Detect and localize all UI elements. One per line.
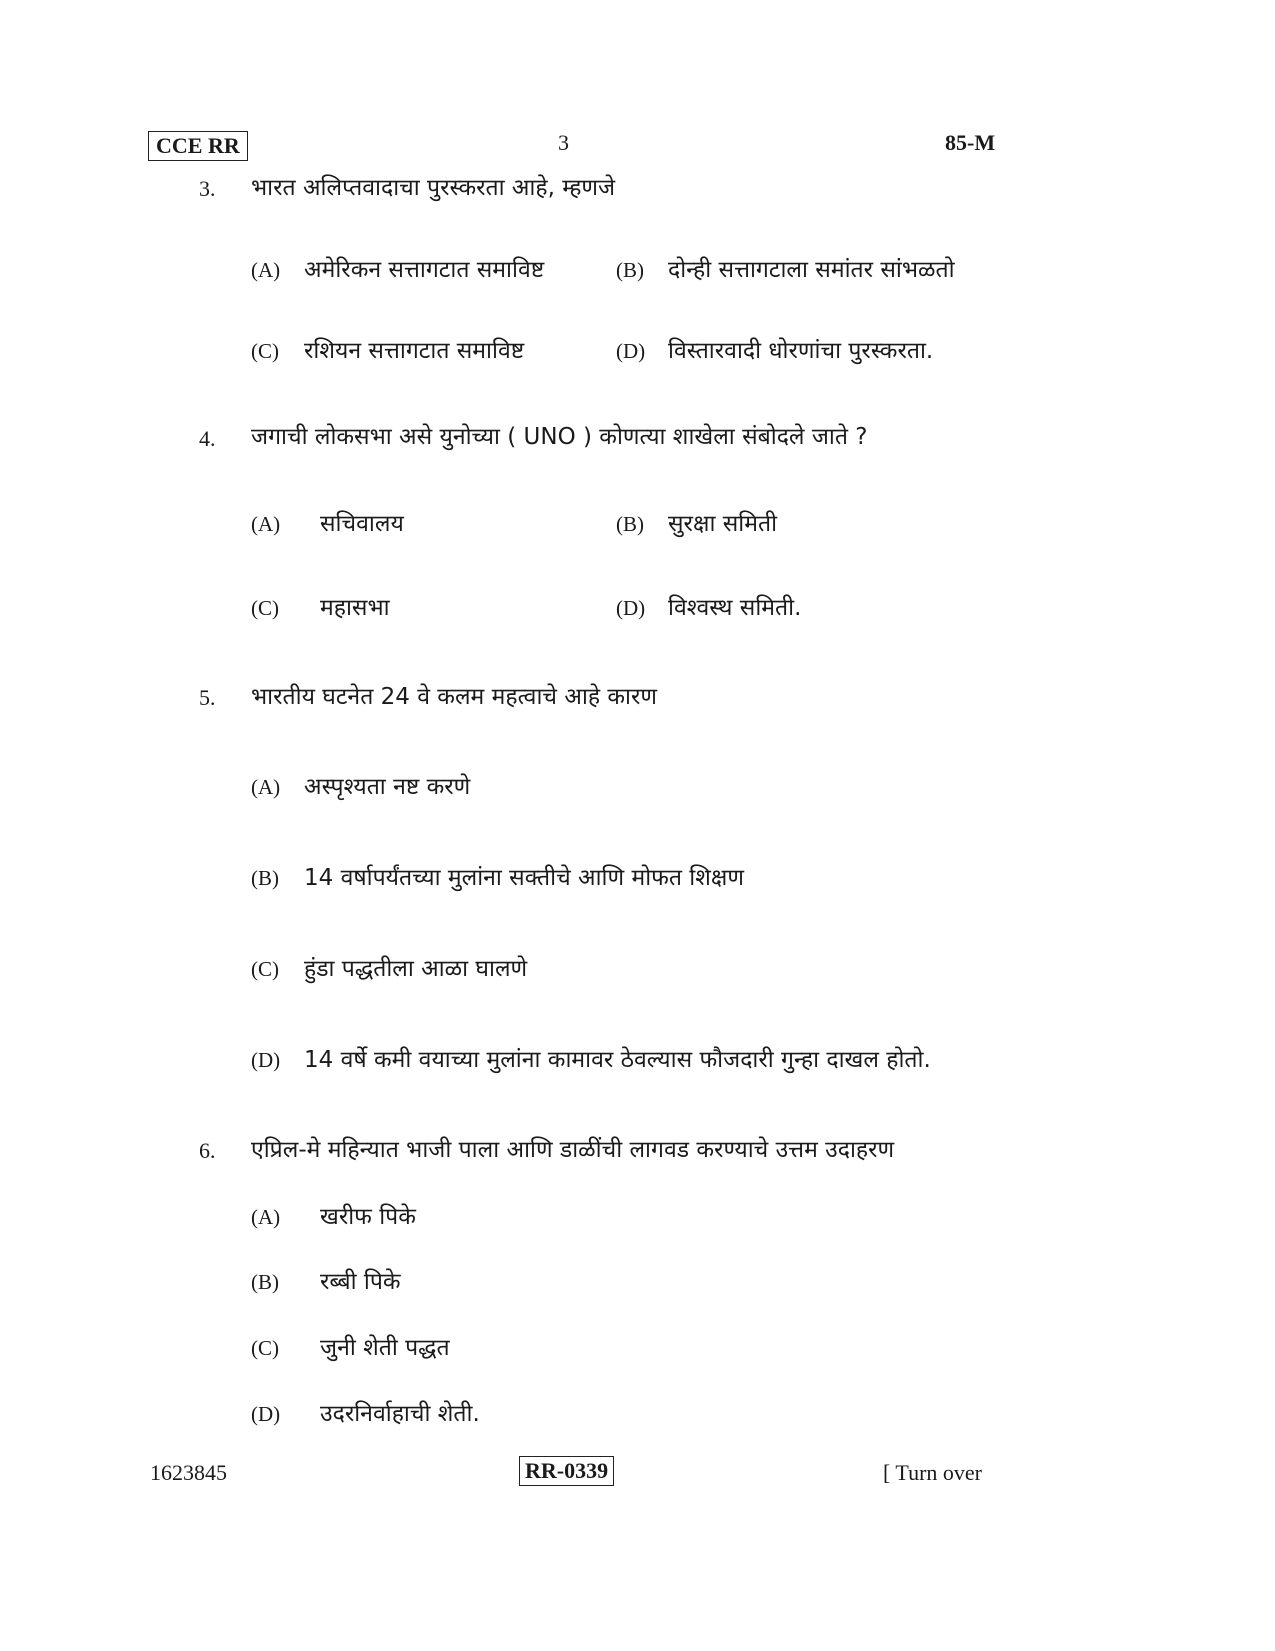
paper-code: 85-M: [945, 130, 996, 155]
question-6-text: एप्रिल-मे महिन्यात भाजी पाला आणि डाळींची लागवड करण्याचे उत्तम उदाहरण: [251, 1137, 895, 1163]
question-3-option-a-text: अमेरिकन सत्तागटात समाविष्ट: [304, 257, 545, 283]
question-4-option-a-text: सचिवालय: [320, 511, 404, 537]
question-4-option-d-label: (D): [616, 596, 646, 620]
question-3-option-d-text: विस्तारवादी धोरणांचा पुरस्करता.: [668, 338, 934, 364]
question-5-option-d-text: 14 वर्षे कमी वयाच्या मुलांना कामावर ठेवल्यास फौजदारी गुन्हा दाखल होतो.: [304, 1047, 931, 1073]
question-3-text: भारत अलिप्तवादाचा पुरस्करता आहे, म्हणजे: [251, 175, 616, 201]
question-3-number: 3.: [199, 176, 216, 201]
question-3-option-b-text: दोन्ही सत्तागटाला समांतर सांभळतो: [668, 257, 955, 283]
question-3-option-b-label: (B): [616, 258, 644, 282]
question-5-option-a-text: अस्पृश्यता नष्ट करणे: [304, 774, 471, 800]
question-3-option-c-text: रशियन सत्तागटात समाविष्ट: [304, 338, 525, 364]
question-3-option-a-label: (A): [251, 258, 281, 282]
question-5-option-c-label: (C): [251, 957, 279, 981]
question-6-option-d-label: (D): [251, 1402, 281, 1426]
question-4-text: जगाची लोकसभा असे युनोच्या ( UNO ) कोणत्या शाखेला संबोदले जाते ?: [251, 424, 868, 450]
question-6-option-c-label: (C): [251, 1336, 279, 1360]
question-6-option-b-text: रब्बी पिके: [320, 1269, 401, 1295]
question-5-option-b-label: (B): [251, 866, 279, 890]
question-6-option-d-text: उदरनिर्वाहाची शेती.: [320, 1401, 480, 1427]
page-number: 3: [558, 130, 569, 155]
question-5-text: भारतीय घटनेत 24 वे कलम महत्वाचे आहे कारण: [251, 684, 658, 710]
question-4-option-d-text: विश्वस्थ समिती.: [668, 595, 802, 621]
question-6-option-b-label: (B): [251, 1270, 279, 1294]
question-4-number: 4.: [199, 426, 216, 451]
question-4-option-c-text: महासभा: [320, 595, 390, 621]
question-5-option-b-text: 14 वर्षापर्यंतच्या मुलांना सक्तीचे आणि मोफत शिक्षण: [304, 865, 745, 891]
footer-code-box: RR-0339: [519, 1456, 614, 1486]
question-6-option-a-text: खरीफ पिके: [320, 1204, 416, 1230]
question-5-option-c-text: हुंडा पद्धतीला आळा घालणे: [304, 956, 528, 982]
question-4-option-a-label: (A): [251, 512, 281, 536]
question-6-number: 6.: [199, 1138, 216, 1163]
question-4-option-c-label: (C): [251, 596, 279, 620]
header-code-box: CCE RR: [148, 131, 248, 161]
question-6-option-a-label: (A): [251, 1205, 281, 1229]
question-4-option-b-text: सुरक्षा समिती: [668, 511, 778, 537]
question-3-option-c-label: (C): [251, 339, 279, 363]
question-5-option-d-label: (D): [251, 1048, 281, 1072]
question-6-option-c-text: जुनी शेती पद्धत: [320, 1335, 450, 1361]
footer-serial-number: 1623845: [150, 1460, 227, 1485]
question-5-number: 5.: [199, 685, 216, 710]
question-3-option-d-label: (D): [616, 339, 646, 363]
question-4-option-b-label: (B): [616, 512, 644, 536]
question-5-option-a-label: (A): [251, 775, 281, 799]
turn-over-note: [ Turn over: [883, 1460, 983, 1485]
